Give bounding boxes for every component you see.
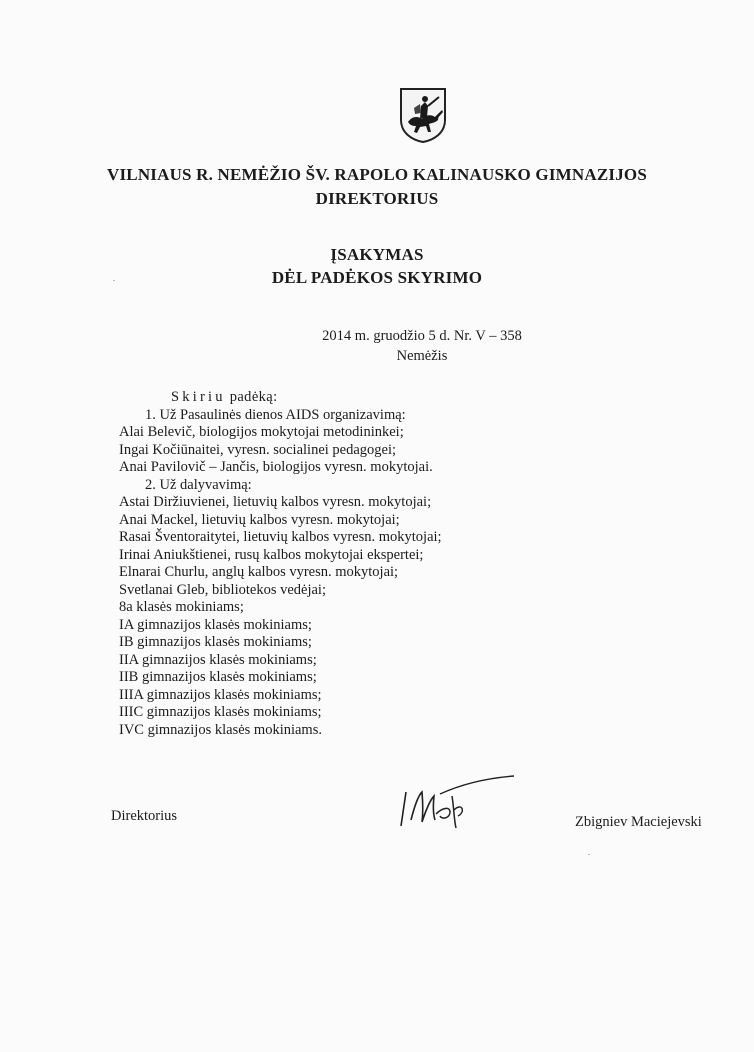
institution-name: VILNIAUS R. NEMĖŽIO ŠV. RAPOLO KALINAUSKO GIMNAZIJOS bbox=[106, 165, 647, 184]
place-of-issue: Nemėžis bbox=[396, 348, 448, 364]
list-item: Irinai Aniukštienei, rusų kalbos mokytojai ekspertei; bbox=[119, 546, 424, 563]
section-heading: 2. Už dalyvavimą: bbox=[145, 476, 252, 493]
list-item: Astai Diržiuvienei, lietuvių kalbos vyresn. mokytojai; bbox=[119, 494, 432, 510]
list-item: IB gimnazijos klasės mokiniams; bbox=[119, 634, 312, 650]
signatory-position: Direktorius bbox=[111, 808, 178, 824]
list-item: IIB gimnazijos klasės mokiniams; bbox=[119, 669, 317, 685]
date-and-number: 2014 m. gruodžio 5 d. Nr. V – 358 bbox=[322, 328, 522, 344]
coat-of-arms-icon bbox=[398, 86, 448, 144]
intro-spaced-word: Skiriu bbox=[171, 389, 226, 405]
list-item: Ingai Kočiūnaitei, vyresn. socialinei pedagogei; bbox=[119, 441, 397, 458]
intro-line bbox=[119, 389, 442, 407]
document-type: ĮSAKYMAS bbox=[330, 245, 424, 264]
intro-rest: padėką: bbox=[229, 389, 278, 405]
scan-speck bbox=[588, 854, 590, 855]
list-item: Svetlanai Gleb, bibliotekos vedėjai; bbox=[119, 581, 326, 598]
signature-icon bbox=[392, 770, 522, 830]
order-body bbox=[119, 389, 442, 739]
list-item: IIIC gimnazijos klasės mokiniams; bbox=[119, 704, 322, 720]
list-item: IA gimnazijos klasės mokiniams; bbox=[119, 616, 312, 633]
document-subject: DĖL PADĖKOS SKYRIMO bbox=[271, 268, 483, 287]
list-item: Anai Pavilovič – Jančis, biologijos vyresn. mokytojai. bbox=[119, 459, 433, 475]
list-item: Elnarai Churlu, anglų kalbos vyresn. mokytojai; bbox=[119, 564, 399, 580]
issuer-title: DIREKTORIUS bbox=[315, 189, 439, 208]
list-item: IIA gimnazijos klasės mokiniams; bbox=[119, 651, 317, 668]
list-item: Rasai Šventoraitytei, lietuvių kalbos vyresn. mokytojai; bbox=[119, 529, 442, 545]
list-item: Anai Mackel, lietuvių kalbos vyresn. mokytojai; bbox=[119, 511, 400, 528]
section-heading: 1. Už Pasaulinės dienos AIDS organizavimą: bbox=[145, 406, 406, 423]
list-item: Alai Belevič, biologijos mokytojai metodininkei; bbox=[119, 424, 404, 440]
list-item: IIIA gimnazijos klasės mokiniams; bbox=[119, 686, 322, 703]
signatory-name: Zbigniev Maciejevski bbox=[575, 814, 702, 830]
list-item: IVC gimnazijos klasės mokiniams. bbox=[119, 721, 322, 738]
scan-speck bbox=[113, 280, 115, 281]
list-item: 8a klasės mokiniams; bbox=[119, 599, 244, 615]
